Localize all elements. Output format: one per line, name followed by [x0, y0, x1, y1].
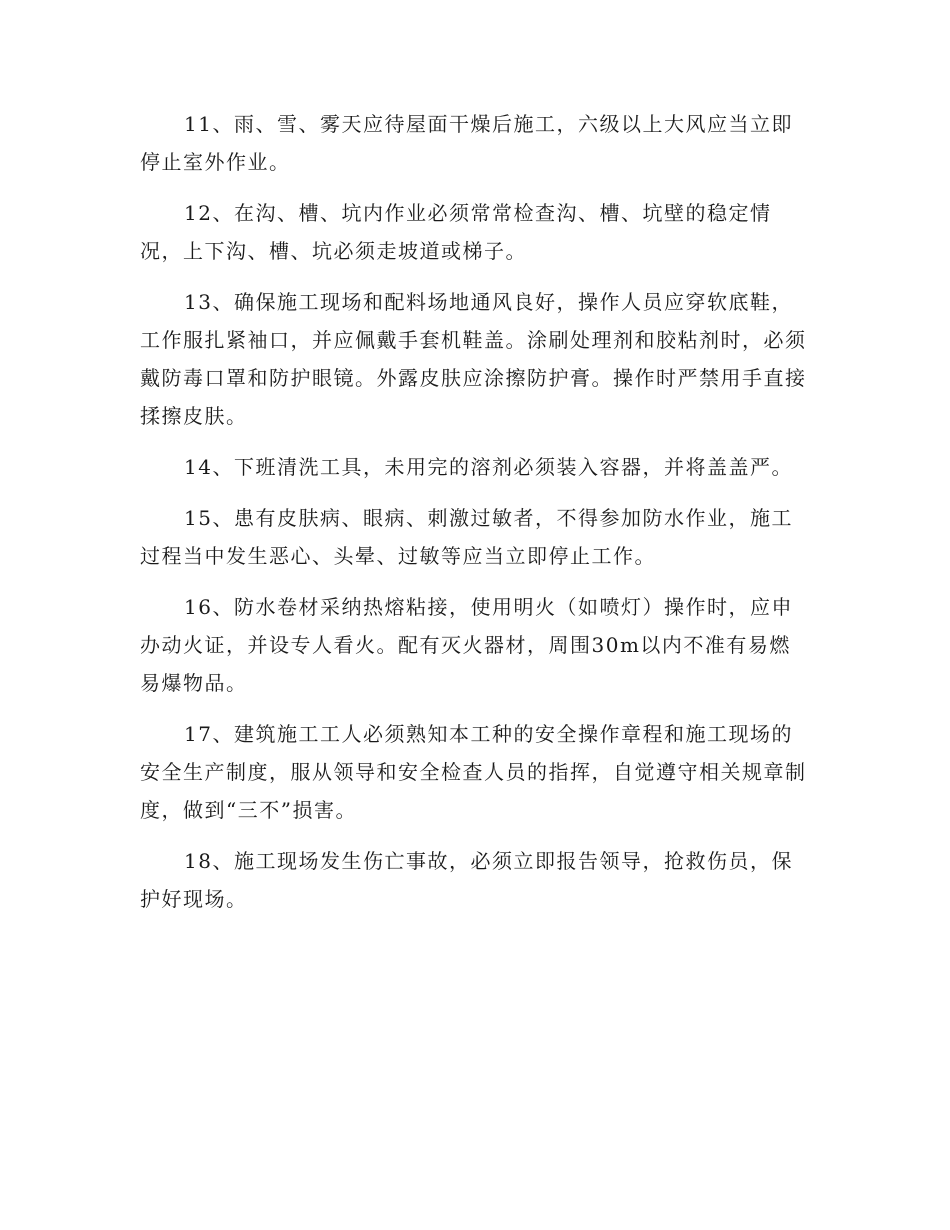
paragraph-item-14: 14、下班清洗工具，未用完的溶剂必须装入容器，并将盖盖严。: [184, 455, 793, 479]
paragraph-item-15: 15、患有皮肤病、眼病、刺激过敏者，不得参加防水作业，施工过程当中发生恶心、头晕、过敏等应当立即停止工作。: [140, 506, 793, 568]
paragraph-item-13: 13、确保施工现场和配料场地通风良好，操作人员应穿软底鞋，工作服扎紧袖口，并应佩戴手套机鞋盖。涂刷处理剂和胶粘剂时，必须戴防毒口罩和防护眼镜。外露皮肤应涂擦防护膏。操作时严禁用手直接揉擦皮肤。: [140, 290, 807, 428]
paragraph-item-18: 18、施工现场发生伤亡事故，必须立即报告领导，抢救伤员，保护好现场。: [140, 849, 793, 911]
paragraph-item-16: 16、防水卷材采纳热熔粘接，使用明火（如喷灯）操作时，应申办动火证，并设专人看火。配有灭火器材，周围30m以内不准有易燃易爆物品。: [140, 595, 793, 695]
paragraph-item-17: 17、建筑施工工人必须熟知本工种的安全操作章程和施工现场的安全生产制度，服从领导和安全检查人员的指挥，自觉遵守相关规章制度，做到“三不”损害。: [140, 722, 807, 822]
paragraph-item-12: 12、在沟、槽、坑内作业必须常常检查沟、槽、坑壁的稳定情况，上下沟、槽、坑必须走坡道或梯子。: [140, 201, 772, 263]
document-body: [140, 105, 810, 931]
paragraph-item-11: 11、雨、雪、雾天应待屋面干燥后施工，六级以上大风应当立即停止室外作业。: [140, 112, 793, 174]
